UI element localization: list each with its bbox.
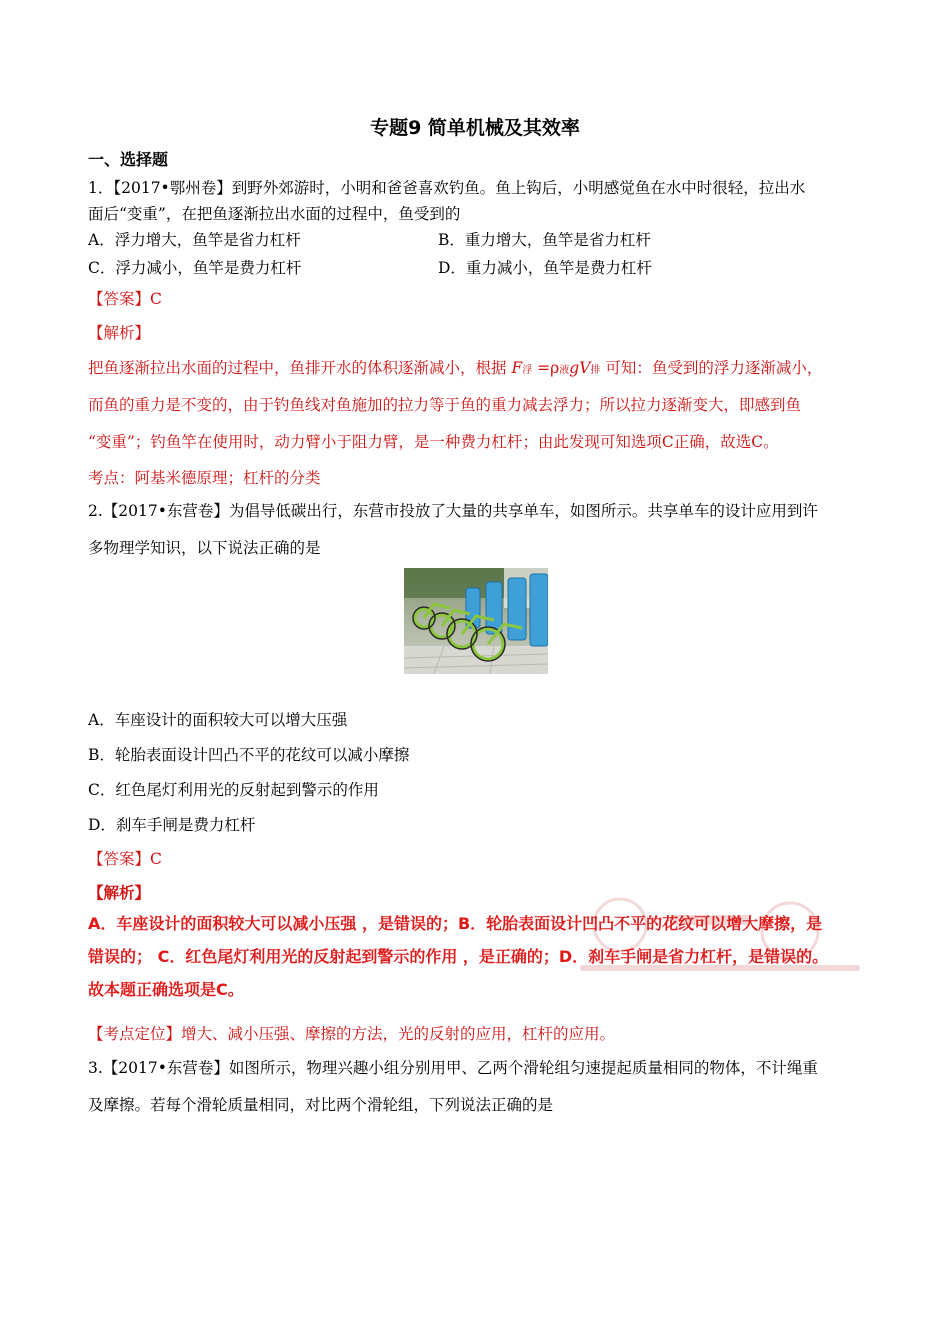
q2-option-b: B．轮胎表面设计凹凸不平的花纹可以减小摩擦 xyxy=(88,746,410,764)
q2-stem-line2: 多物理学知识，以下说法正确的是 xyxy=(88,539,321,557)
shared-bikes-photo xyxy=(404,568,548,674)
q1-exp-post: 可知：鱼受到的浮力逐渐减小， xyxy=(605,359,823,377)
q2-explanation-line1: A．车座设计的面积较大可以减小压强 ，是错误的；B．轮胎表面设计凹凸不平的花纹可以增大摩擦，是 xyxy=(88,914,823,933)
formula-eq-rho: =ρ xyxy=(537,359,560,377)
q2-option-a: A．车座设计的面积较大可以增大压强 xyxy=(88,711,348,729)
formula-sub-ye: 液 xyxy=(559,365,570,376)
q1-stem-line1: 1．【2017•鄂州卷】到野外郊游时，小明和爸爸喜欢钓鱼。鱼上钩后，小明感觉鱼在水中时很轻，拉出水 xyxy=(88,179,806,197)
watermark-logo xyxy=(560,885,880,995)
q1-explanation-line1 xyxy=(88,356,822,378)
q1-explanation-line2: 而鱼的重力是不变的，由于钓鱼线对鱼施加的拉力等于鱼的重力减去浮力；所以拉力逐渐变大，即感到鱼 xyxy=(88,396,802,414)
formula-gV: gV xyxy=(569,359,591,377)
q3-stem-line2: 及摩擦。若每个滑轮质量相同，对比两个滑轮组，下列说法正确的是 xyxy=(88,1096,554,1114)
q1-answer: 【答案】C xyxy=(88,290,162,308)
q2-answer: 【答案】C xyxy=(88,850,162,868)
formula-sub-pai: 排 xyxy=(590,365,601,376)
q1-stem-line2: 面后“变重”，在把鱼逐渐拉出水面的过程中，鱼受到的 xyxy=(88,205,461,223)
q2-stem-line1: 2.【2017•东营卷】为倡导低碳出行，东营市投放了大量的共享单车，如图所示。共享单车的设计应用到许 xyxy=(88,502,818,520)
q2-explanation-line2: 错误的； C．红色尾灯利用光的反射起到警示的作用 ，是正确的；D．刹车手闸是省力杠杆，是错误的。 xyxy=(88,947,829,966)
section-heading: 一、选择题 xyxy=(88,150,169,169)
q2-option-d: D．刹车手闸是费力杠杆 xyxy=(88,816,256,834)
q1-option-b: B．重力增大，鱼竿是省力杠杆 xyxy=(438,231,651,249)
q1-exp-pre: 把鱼逐渐拉出水面的过程中，鱼排开水的体积逐渐减小，根据 xyxy=(88,359,507,377)
q2-analysis-label: 【解析】 xyxy=(88,884,151,902)
q3-stem-line1: 3.【2017•东营卷】如图所示，物理兴趣小组分别用甲、乙两个滑轮组匀速提起质量相同的物体，不计绳重 xyxy=(88,1059,818,1077)
q2-explanation-line3: 故本题正确选项是C。 xyxy=(88,980,244,999)
q1-analysis-label: 【解析】 xyxy=(88,324,151,342)
q2-option-c: C．红色尾灯利用光的反射起到警示的作用 xyxy=(88,781,379,799)
q2-kaodian: 【考点定位】增大、减小压强、摩擦的方法，光的反射的应用，杠杆的应用。 xyxy=(88,1025,616,1043)
page-title: 专题9 简单机械及其效率 xyxy=(370,117,580,139)
formula-sub-fu: 浮 xyxy=(522,365,533,376)
q1-option-a: A．浮力增大，鱼竿是省力杠杆 xyxy=(88,231,301,249)
formula-F: F xyxy=(511,359,523,377)
q1-explanation-line3: “变重”；钓鱼竿在使用时，动力臂小于阻力臂，是一种费力杠杆；由此发现可知选项C正确，故选C。 xyxy=(88,433,779,451)
q1-option-d: D．重力减小，鱼竿是费力杠杆 xyxy=(438,259,652,277)
q1-kaodian: 考点：阿基米德原理；杠杆的分类 xyxy=(88,469,321,487)
q1-option-c: C．浮力减小，鱼竿是费力杠杆 xyxy=(88,259,302,277)
